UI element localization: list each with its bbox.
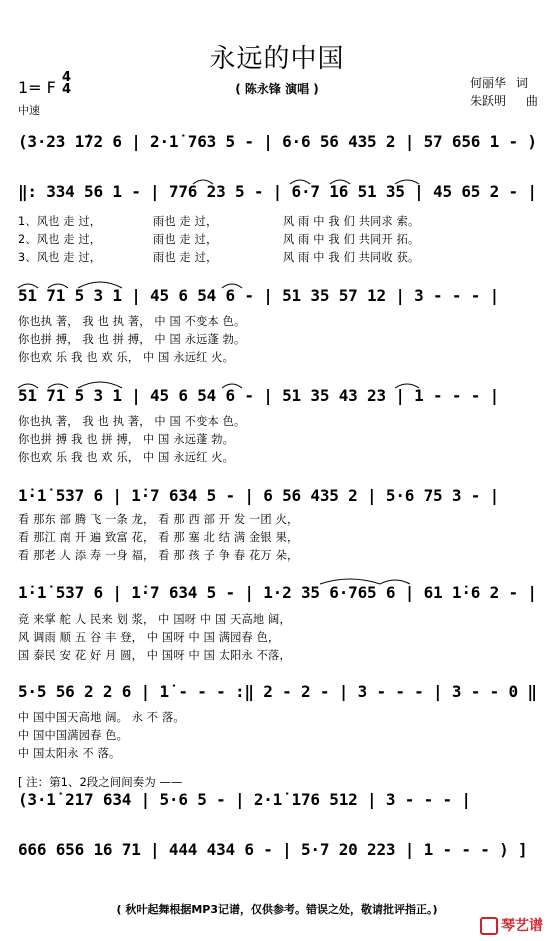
lyricist-role: 词 [515,76,528,90]
notation-line-9: 666 656 16 71 | 444 434 6 - | 5·7 20 223 | 1 - - - ) ] [18,840,528,859]
lyric-block-1 [18,213,419,267]
lyric-line: 你也拼 搏， 我 也 拼 搏， 中 国 永远蓬 勃。 [18,333,246,346]
lyricist-credit [470,74,528,91]
lyric-line: 看 那东 部 腾 飞 一条 龙， 看 那 西 部 开 发 一团 火， [18,513,299,526]
lyric-block-5 [18,611,291,665]
tempo-marking: 中速 [18,104,40,117]
notation-line-6: 1̇·1̇ 537 6 | 1̇·7 634 5 - | 1·2 35 6·765 6 | 61 1̇·6 2 - | [18,583,537,602]
lyric-line: 中 国中国天高地 阔。 永 不 落。 [18,711,185,724]
logo-icon [480,917,498,935]
lyric-block-2 [18,313,245,367]
lyric-line: 3、风也 走 过， 雨也 走 过， 风 雨 中 我 们 共同收 获。 [18,251,420,264]
lyric-line: 2、风也 走 过， 雨也 走 过， 风 雨 中 我 们 共同开 拓。 [18,233,420,246]
meter-bottom: 4 [62,82,72,97]
lyric-line: 看 那老 人 添 寿 一身 福， 看 那 孩 子 争 春 花万 朵， [18,549,299,562]
lyric-block-4 [18,511,298,565]
interlude-note: [ 注：第1、2段之间间奏为 —— [18,775,183,789]
notation-line-2: ‖: 334 56 1 - | 776 23 5 - | 6·7 16 51 35 | 45 65 2 - | [18,182,537,201]
notation-line-1: (3·23 1̇72 6 | 2·1̇ 763 5 - | 6·6 56 435 2 | 57 656 1 - ) [18,132,537,151]
lyric-line: 中 国中国满园春 色。 [18,729,129,742]
composer-role: 曲 [525,94,538,108]
lyric-block-3 [18,413,245,467]
key-signature: 1= F [18,78,56,97]
lyric-line: 你也执 著， 我 也 执 著， 中 国 不变本 色。 [18,415,246,428]
composer-credit [470,92,538,109]
lyric-line: 你也欢 乐 我 也 欢 乐， 中 国 永远红 火。 [18,351,235,364]
lyric-line: 你也执 著， 我 也 执 著， 中 国 不变本 色。 [18,315,246,328]
composer-name: 朱跃明 [470,94,507,108]
notation-line-7: 5·5 56 2 2 6 | 1̇ - - - :‖ 2 - 2 - | 3 - - - | 3 - - 0 ‖ [18,682,537,701]
lyric-line: 看 那江 南 开 遍 致富 花， 看 那 塞 北 结 满 金银 果， [18,531,299,544]
lyric-line: 你也欢 乐 我 也 欢 乐， 中 国 永远红 火。 [18,451,235,464]
lyric-line: 国 泰民 安 花 好 月 圆， 中 国呀 中 国 太阳永 不落， [18,649,291,662]
song-title: 永远的中国 [209,44,345,74]
footer-note: ( 秋叶起舞根据MP3记谱，仅供参考。错误之处，敬请批评指正。) [116,903,438,916]
lyric-block-6 [18,709,185,763]
lyricist-name: 何丽华 [470,76,507,90]
lyric-line: 竞 来掌 舵 人 民来 划 浆， 中 国呀 中 国 天高地 阔， [18,613,291,626]
lyric-line: 你也拼 搏 我 也 拼 搏， 中 国 永远蓬 勃。 [18,433,235,446]
lyric-line: 中 国太阳永 不 落。 [18,747,121,760]
notation-line-3: 51 71 5 3 1 | 45 6 54 6 - | 51 35 57 12 | 3 - - - | [18,286,500,305]
notation-line-5: 1̇·1̇ 537 6 | 1̇·7 634 5 - | 6 56 435 2 | 5·6 75 3 - | [18,486,500,505]
performer: ( 陈永锋 演唱 ) [235,82,319,96]
brand-logo [480,915,543,935]
lyric-line: 风 调雨 顺 五 谷 丰 登， 中 国呀 中 国 满园春 色， [18,631,280,644]
notation-line-8: (3·1̇ 217 634 | 5·6 5 - | 2·1̇ 176 512 | 3 - - - | [18,790,471,809]
logo-text: 琴艺谱 [501,918,543,934]
notation-line-4: 51 71 5 3 1 | 45 6 54 6 - | 51 35 43 23 | 1 - - - | [18,386,500,405]
meter-top: 4 [62,70,72,85]
lyric-line: 1、风也 走 过， 雨也 走 过， 风 雨 中 我 们 共同求 索。 [18,215,420,228]
